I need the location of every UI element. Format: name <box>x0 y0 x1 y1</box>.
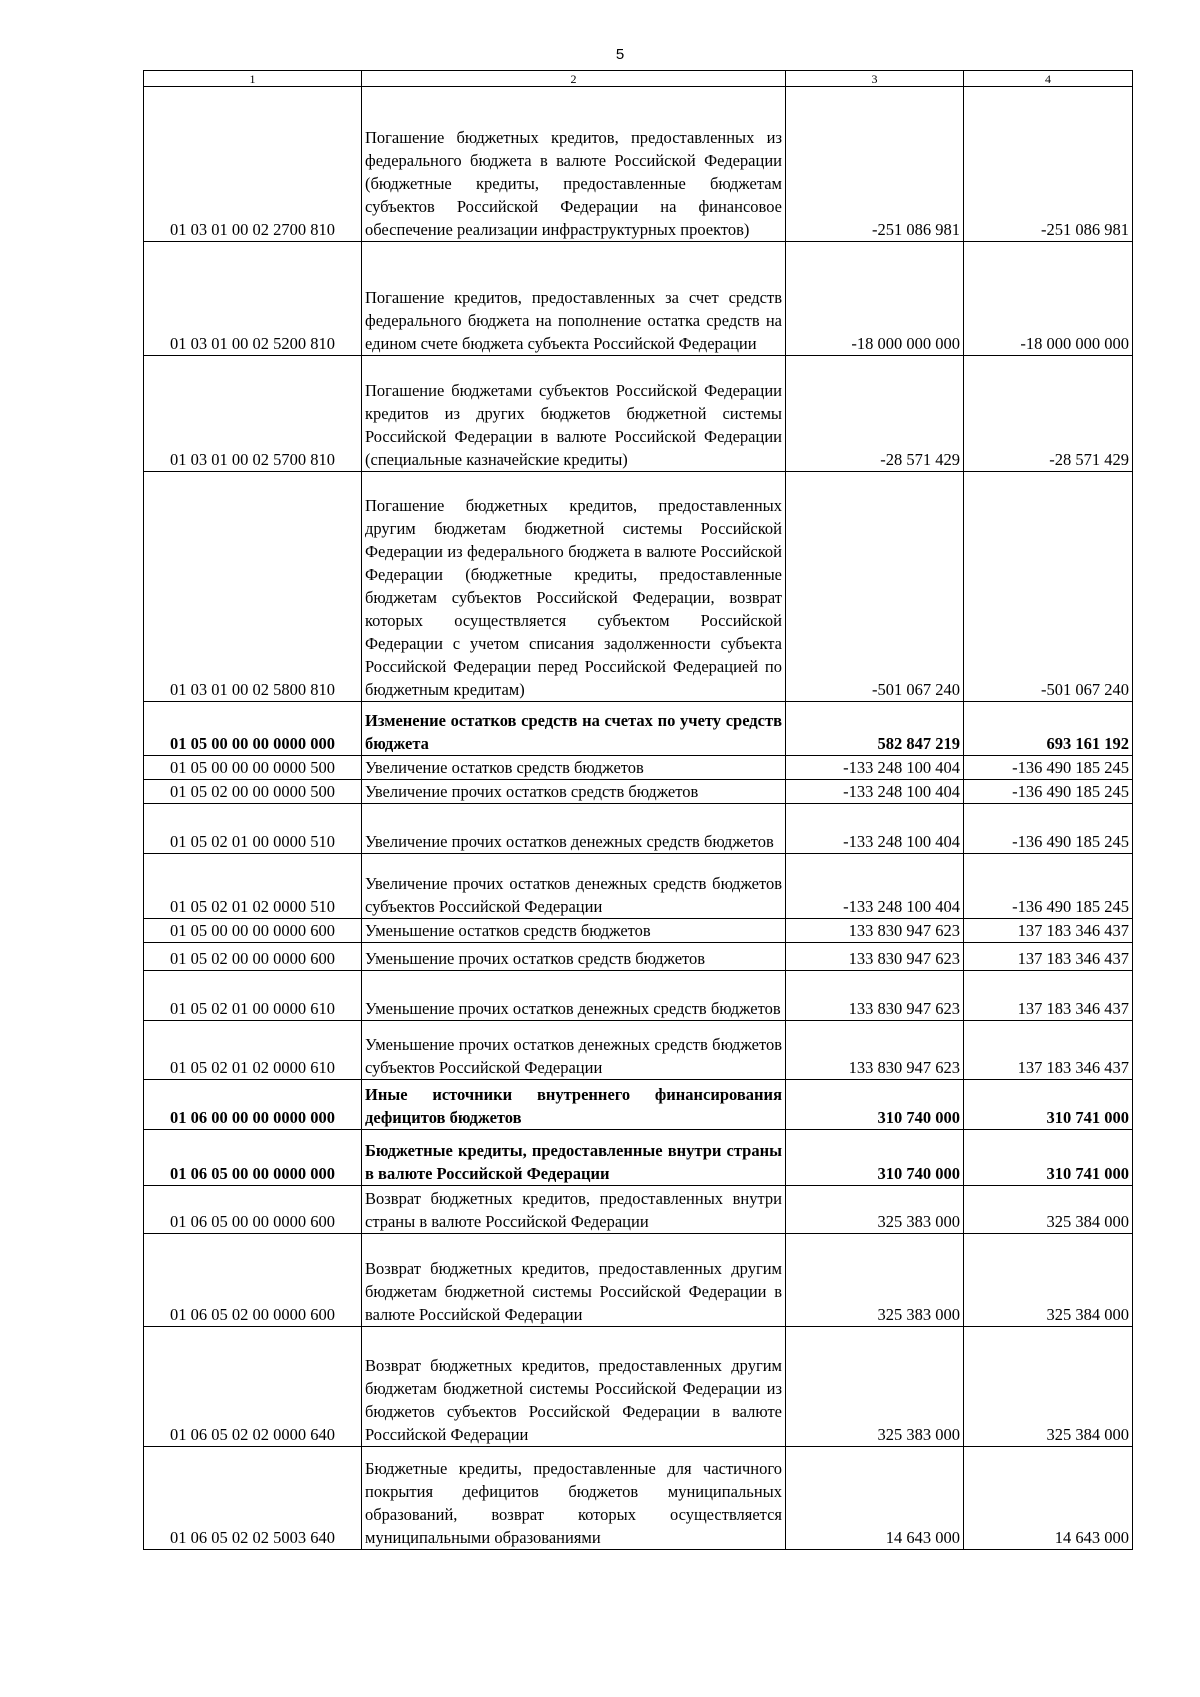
amount-column-3: -133 248 100 404 <box>786 804 964 854</box>
description-cell: Возврат бюджетных кредитов, предоставленных другим бюджетам бюджетной системы Российской Федерации в валюте Российской Федерации <box>362 1234 786 1327</box>
column-header-4: 4 <box>964 71 1133 87</box>
amount-column-3: -501 067 240 <box>786 472 964 702</box>
description-cell: Погашение бюджетами субъектов Российской Федерации кредитов из других бюджетов бюджетной системы Российской Федерации в валюте Российской Федерации (специальные казначейские кредиты) <box>362 356 786 472</box>
budget-code-cell: 01 05 00 00 00 0000 600 <box>144 919 362 943</box>
budget-code-cell: 01 05 02 01 02 0000 510 <box>144 854 362 919</box>
budget-code-cell: 01 06 05 02 02 5003 640 <box>144 1447 362 1550</box>
budget-code-cell: 01 03 01 00 02 2700 810 <box>144 87 362 242</box>
amount-column-3: 582 847 219 <box>786 702 964 756</box>
amount-column-4: 310 741 000 <box>964 1080 1133 1130</box>
amount-column-4: 325 384 000 <box>964 1186 1133 1234</box>
amount-column-4: -136 490 185 245 <box>964 804 1133 854</box>
amount-column-4: -18 000 000 000 <box>964 242 1133 356</box>
amount-column-4: 693 161 192 <box>964 702 1133 756</box>
description-cell: Возврат бюджетных кредитов, предоставленных внутри страны в валюте Российской Федерации <box>362 1186 786 1234</box>
table-row <box>144 356 1133 472</box>
budget-code-cell: 01 06 05 02 02 0000 640 <box>144 1327 362 1447</box>
table-row <box>144 1080 1133 1130</box>
table-row <box>144 1447 1133 1550</box>
description-cell: Погашение бюджетных кредитов, предоставленных другим бюджетам бюджетной системы Российской Федерации из федерального бюджета в валюте Российской Федерации (бюджетные кредиты, предоставленные бюджетам субъектов Российской Федерации, возврат которых осуществляется субъектом Российской Федерации с учетом списания задолженности субъекта Российской Федерации перед Российской Федерацией по бюджетным кредитам) <box>362 472 786 702</box>
table-row <box>144 854 1133 919</box>
budget-code-cell: 01 06 05 00 00 0000 000 <box>144 1130 362 1186</box>
amount-column-4: -501 067 240 <box>964 472 1133 702</box>
budget-code-cell: 01 05 00 00 00 0000 500 <box>144 756 362 780</box>
description-cell: Увеличение прочих остатков денежных средств бюджетов субъектов Российской Федерации <box>362 854 786 919</box>
amount-column-3: 133 830 947 623 <box>786 1021 964 1080</box>
page-number: 5 <box>615 46 625 63</box>
description-cell: Погашение бюджетных кредитов, предоставленных из федерального бюджета в валюте Российской Федерации (бюджетные кредиты, предоставленные бюджетам субъектов Российской Федерации на финансовое обеспечение реализации инфраструктурных проектов) <box>362 87 786 242</box>
description-cell: Бюджетные кредиты, предоставленные для частичного покрытия дефицитов бюджетов муниципальных образований, возврат которых осуществляется муниципальными образованиями <box>362 1447 786 1550</box>
amount-column-3: 310 740 000 <box>786 1080 964 1130</box>
amount-column-4: -136 490 185 245 <box>964 756 1133 780</box>
table-row <box>144 1327 1133 1447</box>
amount-column-3: -133 248 100 404 <box>786 854 964 919</box>
column-header-1: 1 <box>144 71 362 87</box>
budget-code-cell: 01 06 00 00 00 0000 000 <box>144 1080 362 1130</box>
amount-column-3: 325 383 000 <box>786 1234 964 1327</box>
amount-column-3: 325 383 000 <box>786 1327 964 1447</box>
description-cell: Уменьшение прочих остатков денежных средств бюджетов <box>362 971 786 1021</box>
budget-code-cell: 01 06 05 02 00 0000 600 <box>144 1234 362 1327</box>
amount-column-4: 14 643 000 <box>964 1447 1133 1550</box>
budget-code-cell: 01 03 01 00 02 5700 810 <box>144 356 362 472</box>
table-row <box>144 472 1133 702</box>
table-row <box>144 1021 1133 1080</box>
amount-column-3: 310 740 000 <box>786 1130 964 1186</box>
amount-column-3: -133 248 100 404 <box>786 780 964 804</box>
description-cell: Уменьшение остатков средств бюджетов <box>362 919 786 943</box>
description-cell: Увеличение прочих остатков средств бюджетов <box>362 780 786 804</box>
table-row <box>144 804 1133 854</box>
budget-code-cell: 01 03 01 00 02 5200 810 <box>144 242 362 356</box>
table-row <box>144 943 1133 971</box>
column-header-3: 3 <box>786 71 964 87</box>
description-cell: Погашение кредитов, предоставленных за счет средств федерального бюджета на пополнение остатка средств на едином счете бюджета субъекта Российской Федерации <box>362 242 786 356</box>
table-row <box>144 702 1133 756</box>
budget-code-cell: 01 06 05 00 00 0000 600 <box>144 1186 362 1234</box>
column-number-row <box>144 71 1133 87</box>
table-row <box>144 1186 1133 1234</box>
amount-column-4: 325 384 000 <box>964 1234 1133 1327</box>
table-row <box>144 971 1133 1021</box>
budget-code-cell: 01 03 01 00 02 5800 810 <box>144 472 362 702</box>
amount-column-4: -251 086 981 <box>964 87 1133 242</box>
description-cell: Уменьшение прочих остатков денежных средств бюджетов субъектов Российской Федерации <box>362 1021 786 1080</box>
amount-column-4: 325 384 000 <box>964 1327 1133 1447</box>
amount-column-3: 133 830 947 623 <box>786 971 964 1021</box>
table-row <box>144 780 1133 804</box>
description-cell: Изменение остатков средств на счетах по учету средств бюджета <box>362 702 786 756</box>
budget-sources-table <box>143 70 1133 1550</box>
budget-code-cell: 01 05 02 01 02 0000 610 <box>144 1021 362 1080</box>
amount-column-4: 137 183 346 437 <box>964 1021 1133 1080</box>
budget-code-cell: 01 05 00 00 00 0000 000 <box>144 702 362 756</box>
table-row <box>144 756 1133 780</box>
description-cell: Бюджетные кредиты, предоставленные внутри страны в валюте Российской Федерации <box>362 1130 786 1186</box>
amount-column-4: 137 183 346 437 <box>964 971 1133 1021</box>
description-cell: Уменьшение прочих остатков средств бюджетов <box>362 943 786 971</box>
budget-code-cell: 01 05 02 00 00 0000 600 <box>144 943 362 971</box>
description-cell: Увеличение остатков средств бюджетов <box>362 756 786 780</box>
amount-column-4: -28 571 429 <box>964 356 1133 472</box>
description-cell: Иные источники внутреннего финансирования дефицитов бюджетов <box>362 1080 786 1130</box>
amount-column-3: 14 643 000 <box>786 1447 964 1550</box>
table-row <box>144 1234 1133 1327</box>
amount-column-3: 133 830 947 623 <box>786 943 964 971</box>
description-cell: Возврат бюджетных кредитов, предоставленных другим бюджетам бюджетной системы Российской Федерации из бюджетов субъектов Российской Федерации в валюте Российской Федерации <box>362 1327 786 1447</box>
amount-column-3: 325 383 000 <box>786 1186 964 1234</box>
budget-code-cell: 01 05 02 01 00 0000 510 <box>144 804 362 854</box>
table-row <box>144 919 1133 943</box>
table-row <box>144 1130 1133 1186</box>
amount-column-3: -18 000 000 000 <box>786 242 964 356</box>
amount-column-4: -136 490 185 245 <box>964 780 1133 804</box>
description-cell: Увеличение прочих остатков денежных средств бюджетов <box>362 804 786 854</box>
amount-column-3: -133 248 100 404 <box>786 756 964 780</box>
budget-code-cell: 01 05 02 00 00 0000 500 <box>144 780 362 804</box>
amount-column-4: 137 183 346 437 <box>964 943 1133 971</box>
table-row <box>144 87 1133 242</box>
amount-column-4: -136 490 185 245 <box>964 854 1133 919</box>
column-header-2: 2 <box>362 71 786 87</box>
amount-column-4: 137 183 346 437 <box>964 919 1133 943</box>
amount-column-3: -251 086 981 <box>786 87 964 242</box>
amount-column-4: 310 741 000 <box>964 1130 1133 1186</box>
amount-column-3: 133 830 947 623 <box>786 919 964 943</box>
table-row <box>144 242 1133 356</box>
amount-column-3: -28 571 429 <box>786 356 964 472</box>
budget-code-cell: 01 05 02 01 00 0000 610 <box>144 971 362 1021</box>
